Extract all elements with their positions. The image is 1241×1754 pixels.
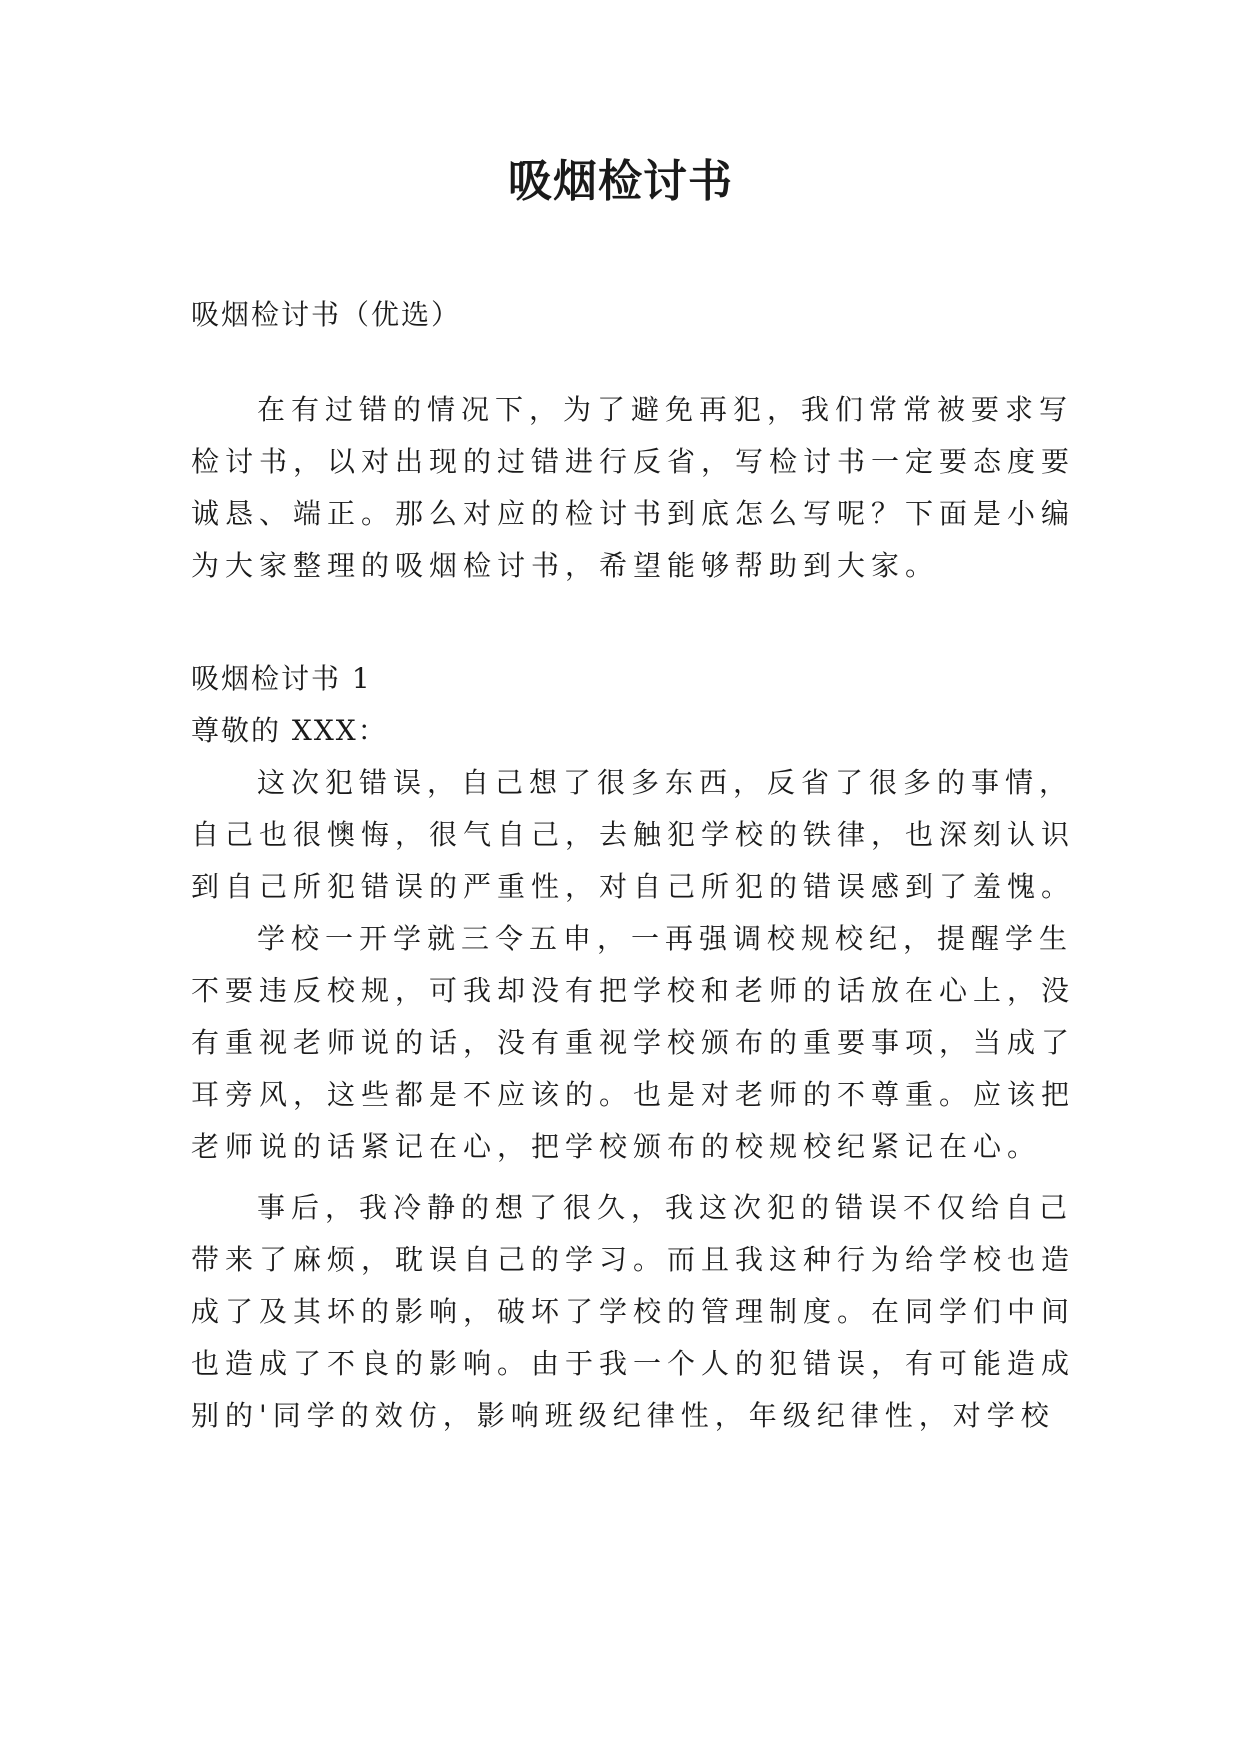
document-subtitle: 吸烟检讨书（优选） <box>191 298 462 331</box>
paragraph3-line-1: 事后，我冷静的想了很久，我这次犯的错误不仅给自己 <box>257 1191 1074 1224</box>
paragraph2-line-5: 老师说的话紧记在心，把学校颁布的校规校纪紧记在心。 <box>191 1130 1042 1163</box>
paragraph3-line-3: 成了及其坏的影响，破坏了学校的管理制度。在同学们中间 <box>191 1295 1076 1328</box>
paragraph2-line-1: 学校一开学就三令五申，一再强调校规校纪，提醒学生 <box>257 922 1074 955</box>
paragraph1-line-1: 这次犯错误，自己想了很多东西，反省了很多的事情， <box>257 766 1074 799</box>
paragraph3-line-5: 别的'同学的效仿，影响班级纪律性，年级纪律性，对学校 <box>191 1399 1055 1432</box>
paragraph2-line-2: 不要违反校规，可我却没有把学校和老师的话放在心上，没 <box>191 974 1076 1007</box>
intro-line-2: 检讨书，以对出现的过错进行反省，写检讨书一定要态度要 <box>191 445 1076 478</box>
intro-line-3: 诚恳、端正。那么对应的检讨书到底怎么写呢？下面是小编 <box>191 497 1076 530</box>
paragraph2-line-4: 耳旁风，这些都是不应该的。也是对老师的不尊重。应该把 <box>191 1078 1076 1111</box>
document-title: 吸烟检讨书 <box>508 156 733 207</box>
paragraph3-line-4: 也造成了不良的影响。由于我一个人的犯错误，有可能造成 <box>191 1347 1076 1380</box>
paragraph3-line-2: 带来了麻烦，耽误自己的学习。而且我这种行为给学校也造 <box>191 1243 1076 1276</box>
paragraph2-line-3: 有重视老师说的话，没有重视学校颁布的重要事项，当成了 <box>191 1026 1076 1059</box>
section-heading: 吸烟检讨书 1 <box>191 662 372 695</box>
paragraph1-line-2: 自己也很懊悔，很气自己，去触犯学校的铁律，也深刻认识 <box>191 818 1076 851</box>
salutation: 尊敬的 XXX： <box>191 714 388 747</box>
paragraph1-line-3: 到自己所犯错误的严重性，对自己所犯的错误感到了羞愧。 <box>191 870 1076 903</box>
intro-line-1: 在有过错的情况下，为了避免再犯，我们常常被要求写 <box>257 393 1074 426</box>
intro-line-4: 为大家整理的吸烟检讨书，希望能够帮助到大家。 <box>191 549 940 582</box>
